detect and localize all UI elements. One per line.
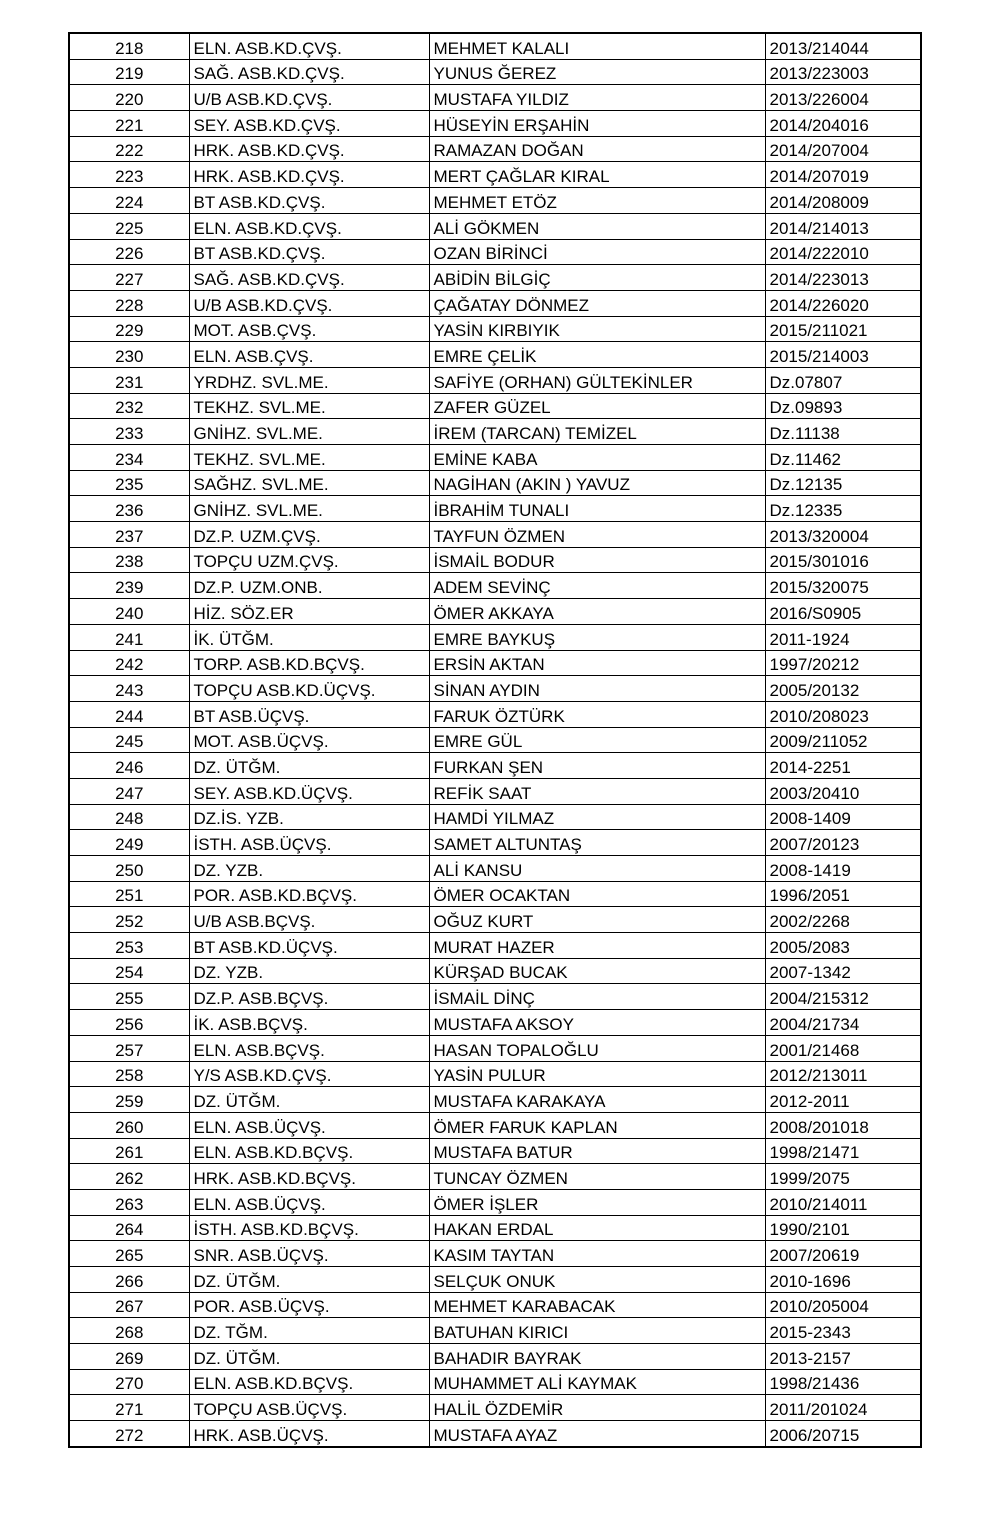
rank-cell: DZ. YZB. [189, 958, 429, 984]
row-number: 223 [69, 162, 189, 188]
table-row [69, 1395, 921, 1421]
registry-number-cell: 2008-1419 [765, 856, 921, 882]
table-row [69, 290, 921, 316]
row-number: 250 [69, 856, 189, 882]
row-number: 238 [69, 547, 189, 573]
table-row [69, 856, 921, 882]
row-number: 265 [69, 1241, 189, 1267]
rank-cell: DZ. ÜTĞM. [189, 1344, 429, 1370]
registry-number-cell: 2014/222010 [765, 239, 921, 265]
rank-cell: TOPÇU UZM.ÇVŞ. [189, 547, 429, 573]
registry-number-cell: 2004/21734 [765, 1010, 921, 1036]
row-number: 228 [69, 290, 189, 316]
rank-cell: BT ASB.KD.ÜÇVŞ. [189, 933, 429, 959]
row-number: 259 [69, 1087, 189, 1113]
row-number: 222 [69, 136, 189, 162]
table-row [69, 1292, 921, 1318]
rank-cell: TORP. ASB.KD.BÇVŞ. [189, 650, 429, 676]
table-row [69, 162, 921, 188]
rank-cell: ELN. ASB.ÇVŞ. [189, 342, 429, 368]
person-name-cell: YASİN PULUR [429, 1061, 765, 1087]
table-row [69, 111, 921, 137]
row-number: 266 [69, 1267, 189, 1293]
row-number: 260 [69, 1112, 189, 1138]
table-row [69, 1061, 921, 1087]
row-number: 269 [69, 1344, 189, 1370]
rank-cell: ELN. ASB.ÜÇVŞ. [189, 1112, 429, 1138]
person-name-cell: ALİ KANSU [429, 856, 765, 882]
row-number: 236 [69, 496, 189, 522]
registry-number-cell: 2014/208009 [765, 188, 921, 214]
registry-number-cell: 2005/20132 [765, 676, 921, 702]
table-row [69, 419, 921, 445]
person-name-cell: HAMDİ YILMAZ [429, 804, 765, 830]
row-number: 246 [69, 753, 189, 779]
table-row [69, 342, 921, 368]
registry-number-cell: 1998/21436 [765, 1369, 921, 1395]
row-number: 241 [69, 624, 189, 650]
row-number: 261 [69, 1138, 189, 1164]
row-number: 227 [69, 265, 189, 291]
rank-cell: SAĞ. ASB.KD.ÇVŞ. [189, 59, 429, 85]
rank-cell: TOPÇU ASB.KD.ÜÇVŞ. [189, 676, 429, 702]
person-name-cell: REFİK SAAT [429, 778, 765, 804]
registry-number-cell: 2007-1342 [765, 958, 921, 984]
rank-cell: SAĞHZ. SVL.ME. [189, 470, 429, 496]
rank-cell: DZ.P. UZM.ÇVŞ. [189, 522, 429, 548]
row-number: 249 [69, 830, 189, 856]
row-number: 237 [69, 522, 189, 548]
person-name-cell: MEHMET KARABACAK [429, 1292, 765, 1318]
registry-number-cell: 2015-2343 [765, 1318, 921, 1344]
row-number: 257 [69, 1035, 189, 1061]
registry-number-cell: 2015/320075 [765, 573, 921, 599]
table-row [69, 778, 921, 804]
person-name-cell: EMRE BAYKUŞ [429, 624, 765, 650]
table-row [69, 727, 921, 753]
person-name-cell: EMRE ÇELİK [429, 342, 765, 368]
rank-cell: İK. ÜTĞM. [189, 624, 429, 650]
table-row [69, 1241, 921, 1267]
table-row [69, 393, 921, 419]
rank-cell: U/B ASB.KD.ÇVŞ. [189, 290, 429, 316]
table-row [69, 470, 921, 496]
table-row [69, 830, 921, 856]
registry-number-cell: 2014/226020 [765, 290, 921, 316]
person-name-cell: MERT ÇAĞLAR KIRAL [429, 162, 765, 188]
person-name-cell: SAFİYE (ORHAN) GÜLTEKİNLER [429, 367, 765, 393]
person-name-cell: RAMAZAN DOĞAN [429, 136, 765, 162]
person-name-cell: MUSTAFA YILDIZ [429, 85, 765, 111]
registry-number-cell: 2011/201024 [765, 1395, 921, 1421]
table-row [69, 85, 921, 111]
table-row [69, 804, 921, 830]
registry-number-cell: 2014-2251 [765, 753, 921, 779]
registry-number-cell: 2010-1696 [765, 1267, 921, 1293]
rank-cell: POR. ASB.KD.BÇVŞ. [189, 881, 429, 907]
registry-number-cell: 2013/223003 [765, 59, 921, 85]
person-name-cell: HALİL ÖZDEMİR [429, 1395, 765, 1421]
table-row [69, 1189, 921, 1215]
person-name-cell: HÜSEYİN ERŞAHİN [429, 111, 765, 137]
person-name-cell: TUNCAY ÖZMEN [429, 1164, 765, 1190]
row-number: 226 [69, 239, 189, 265]
row-number: 230 [69, 342, 189, 368]
registry-number-cell: 2014/207004 [765, 136, 921, 162]
rank-cell: U/B ASB.KD.ÇVŞ. [189, 85, 429, 111]
table-row [69, 316, 921, 342]
rank-cell: SEY. ASB.KD.ÇVŞ. [189, 111, 429, 137]
registry-number-cell: Dz.11462 [765, 445, 921, 471]
rank-cell: MOT. ASB.ÇVŞ. [189, 316, 429, 342]
person-name-cell: ÖMER AKKAYA [429, 599, 765, 625]
row-number: 231 [69, 367, 189, 393]
row-number: 252 [69, 907, 189, 933]
registry-number-cell: 2014/207019 [765, 162, 921, 188]
registry-number-cell: 2011-1924 [765, 624, 921, 650]
registry-number-cell: 2014/223013 [765, 265, 921, 291]
registry-number-cell: Dz.11138 [765, 419, 921, 445]
rank-cell: SEY. ASB.KD.ÜÇVŞ. [189, 778, 429, 804]
registry-number-cell: 1997/20212 [765, 650, 921, 676]
rank-cell: ELN. ASB.KD.BÇVŞ. [189, 1138, 429, 1164]
person-name-cell: ALİ GÖKMEN [429, 213, 765, 239]
registry-number-cell: 2014/214013 [765, 213, 921, 239]
rank-cell: ELN. ASB.BÇVŞ. [189, 1035, 429, 1061]
rank-cell: YRDHZ. SVL.ME. [189, 367, 429, 393]
table-row [69, 136, 921, 162]
registry-number-cell: 2007/20619 [765, 1241, 921, 1267]
registry-number-cell: 2012/213011 [765, 1061, 921, 1087]
rank-cell: DZ. ÜTĞM. [189, 1267, 429, 1293]
table-row [69, 33, 921, 59]
row-number: 270 [69, 1369, 189, 1395]
rank-cell: SAĞ. ASB.KD.ÇVŞ. [189, 265, 429, 291]
table-row [69, 676, 921, 702]
person-name-cell: İSMAİL BODUR [429, 547, 765, 573]
table-row [69, 753, 921, 779]
rank-cell: TEKHZ. SVL.ME. [189, 445, 429, 471]
person-name-cell: YASİN KIRBIYIK [429, 316, 765, 342]
rank-cell: HRK. ASB.KD.ÇVŞ. [189, 162, 429, 188]
person-name-cell: SAMET ALTUNTAŞ [429, 830, 765, 856]
person-name-cell: BAHADIR BAYRAK [429, 1344, 765, 1370]
table-row [69, 1267, 921, 1293]
table-row [69, 239, 921, 265]
rank-cell: SNR. ASB.ÜÇVŞ. [189, 1241, 429, 1267]
row-number: 267 [69, 1292, 189, 1318]
table-row [69, 59, 921, 85]
rank-cell: DZ. ÜTĞM. [189, 753, 429, 779]
person-name-cell: ADEM SEVİNÇ [429, 573, 765, 599]
person-name-cell: İREM (TARCAN) TEMİZEL [429, 419, 765, 445]
registry-number-cell: 2010/214011 [765, 1189, 921, 1215]
rank-cell: ELN. ASB.KD.BÇVŞ. [189, 1369, 429, 1395]
table-row [69, 958, 921, 984]
table-row [69, 1421, 921, 1447]
rank-cell: BT ASB.ÜÇVŞ. [189, 701, 429, 727]
table-row [69, 573, 921, 599]
person-name-cell: OZAN BİRİNCİ [429, 239, 765, 265]
rank-cell: DZ.P. ASB.BÇVŞ. [189, 984, 429, 1010]
table-row [69, 599, 921, 625]
rank-cell: DZ. YZB. [189, 856, 429, 882]
row-number: 239 [69, 573, 189, 599]
row-number: 245 [69, 727, 189, 753]
person-name-cell: TAYFUN ÖZMEN [429, 522, 765, 548]
person-name-cell: MUSTAFA BATUR [429, 1138, 765, 1164]
person-name-cell: HAKAN ERDAL [429, 1215, 765, 1241]
rank-cell: DZ.İS. YZB. [189, 804, 429, 830]
row-number: 247 [69, 778, 189, 804]
personnel-table-body [69, 33, 921, 1447]
person-name-cell: SELÇUK ONUK [429, 1267, 765, 1293]
row-number: 242 [69, 650, 189, 676]
row-number: 232 [69, 393, 189, 419]
registry-number-cell: 2016/S0905 [765, 599, 921, 625]
roster-page [68, 32, 920, 1448]
row-number: 262 [69, 1164, 189, 1190]
row-number: 251 [69, 881, 189, 907]
person-name-cell: MEHMET KALALI [429, 33, 765, 59]
table-row [69, 701, 921, 727]
rank-cell: DZ. ÜTĞM. [189, 1087, 429, 1113]
table-row [69, 367, 921, 393]
rank-cell: TOPÇU ASB.ÜÇVŞ. [189, 1395, 429, 1421]
rank-cell: GNİHZ. SVL.ME. [189, 496, 429, 522]
person-name-cell: OĞUZ KURT [429, 907, 765, 933]
person-name-cell: EMİNE KABA [429, 445, 765, 471]
registry-number-cell: 2013/320004 [765, 522, 921, 548]
row-number: 254 [69, 958, 189, 984]
rank-cell: HRK. ASB.ÜÇVŞ. [189, 1421, 429, 1447]
personnel-table [68, 32, 922, 1448]
rank-cell: U/B ASB.BÇVŞ. [189, 907, 429, 933]
rank-cell: BT ASB.KD.ÇVŞ. [189, 188, 429, 214]
person-name-cell: HASAN TOPALOĞLU [429, 1035, 765, 1061]
person-name-cell: ÇAĞATAY DÖNMEZ [429, 290, 765, 316]
row-number: 220 [69, 85, 189, 111]
table-row [69, 1138, 921, 1164]
person-name-cell: YUNUS ĞEREZ [429, 59, 765, 85]
registry-number-cell: 2008-1409 [765, 804, 921, 830]
rank-cell: GNİHZ. SVL.ME. [189, 419, 429, 445]
rank-cell: ELN. ASB.KD.ÇVŞ. [189, 213, 429, 239]
registry-number-cell: 2013/214044 [765, 33, 921, 59]
person-name-cell: EMRE GÜL [429, 727, 765, 753]
person-name-cell: MUSTAFA AYAZ [429, 1421, 765, 1447]
row-number: 229 [69, 316, 189, 342]
registry-number-cell: 2003/20410 [765, 778, 921, 804]
person-name-cell: İSMAİL DİNÇ [429, 984, 765, 1010]
registry-number-cell: 2007/20123 [765, 830, 921, 856]
person-name-cell: ERSİN AKTAN [429, 650, 765, 676]
rank-cell: TEKHZ. SVL.ME. [189, 393, 429, 419]
registry-number-cell: 2005/2083 [765, 933, 921, 959]
person-name-cell: MUSTAFA AKSOY [429, 1010, 765, 1036]
person-name-cell: MUHAMMET ALİ KAYMAK [429, 1369, 765, 1395]
person-name-cell: İBRAHİM TUNALI [429, 496, 765, 522]
person-name-cell: MUSTAFA KARAKAYA [429, 1087, 765, 1113]
registry-number-cell: 1998/21471 [765, 1138, 921, 1164]
row-number: 243 [69, 676, 189, 702]
row-number: 256 [69, 1010, 189, 1036]
table-row [69, 1318, 921, 1344]
registry-number-cell: 2015/211021 [765, 316, 921, 342]
registry-number-cell: 1996/2051 [765, 881, 921, 907]
table-row [69, 188, 921, 214]
registry-number-cell: 2006/20715 [765, 1421, 921, 1447]
row-number: 271 [69, 1395, 189, 1421]
table-row [69, 624, 921, 650]
table-row [69, 1010, 921, 1036]
rank-cell: POR. ASB.ÜÇVŞ. [189, 1292, 429, 1318]
rank-cell: İSTH. ASB.ÜÇVŞ. [189, 830, 429, 856]
rank-cell: İK. ASB.BÇVŞ. [189, 1010, 429, 1036]
registry-number-cell: 2013/226004 [765, 85, 921, 111]
table-row [69, 1035, 921, 1061]
registry-number-cell: 2015/214003 [765, 342, 921, 368]
person-name-cell: KÜRŞAD BUCAK [429, 958, 765, 984]
person-name-cell: FARUK ÖZTÜRK [429, 701, 765, 727]
row-number: 258 [69, 1061, 189, 1087]
table-row [69, 1215, 921, 1241]
person-name-cell: BATUHAN KIRICI [429, 1318, 765, 1344]
table-row [69, 1112, 921, 1138]
row-number: 263 [69, 1189, 189, 1215]
registry-number-cell: 2010/208023 [765, 701, 921, 727]
row-number: 255 [69, 984, 189, 1010]
registry-number-cell: 2009/211052 [765, 727, 921, 753]
registry-number-cell: 2002/2268 [765, 907, 921, 933]
row-number: 221 [69, 111, 189, 137]
table-row [69, 1087, 921, 1113]
person-name-cell: ÖMER FARUK KAPLAN [429, 1112, 765, 1138]
person-name-cell: NAGİHAN (AKIN ) YAVUZ [429, 470, 765, 496]
row-number: 240 [69, 599, 189, 625]
registry-number-cell: 2001/21468 [765, 1035, 921, 1061]
rank-cell: HİZ. SÖZ.ER [189, 599, 429, 625]
table-row [69, 984, 921, 1010]
person-name-cell: MEHMET ETÖZ [429, 188, 765, 214]
person-name-cell: FURKAN ŞEN [429, 753, 765, 779]
registry-number-cell: 2008/201018 [765, 1112, 921, 1138]
registry-number-cell: 1999/2075 [765, 1164, 921, 1190]
row-number: 233 [69, 419, 189, 445]
table-row [69, 1164, 921, 1190]
registry-number-cell: 2013-2157 [765, 1344, 921, 1370]
row-number: 253 [69, 933, 189, 959]
registry-number-cell: 2010/205004 [765, 1292, 921, 1318]
rank-cell: MOT. ASB.ÜÇVŞ. [189, 727, 429, 753]
registry-number-cell: Dz.12335 [765, 496, 921, 522]
rank-cell: İSTH. ASB.KD.BÇVŞ. [189, 1215, 429, 1241]
rank-cell: DZ.P. UZM.ONB. [189, 573, 429, 599]
rank-cell: Y/S ASB.KD.ÇVŞ. [189, 1061, 429, 1087]
row-number: 224 [69, 188, 189, 214]
row-number: 218 [69, 33, 189, 59]
rank-cell: HRK. ASB.KD.BÇVŞ. [189, 1164, 429, 1190]
table-row [69, 496, 921, 522]
table-row [69, 445, 921, 471]
row-number: 272 [69, 1421, 189, 1447]
rank-cell: ELN. ASB.KD.ÇVŞ. [189, 33, 429, 59]
row-number: 219 [69, 59, 189, 85]
registry-number-cell: Dz.09893 [765, 393, 921, 419]
table-row [69, 907, 921, 933]
table-row [69, 1369, 921, 1395]
rank-cell: DZ. TĞM. [189, 1318, 429, 1344]
table-row [69, 933, 921, 959]
registry-number-cell: 1990/2101 [765, 1215, 921, 1241]
row-number: 264 [69, 1215, 189, 1241]
row-number: 248 [69, 804, 189, 830]
registry-number-cell: 2014/204016 [765, 111, 921, 137]
rank-cell: ELN. ASB.ÜÇVŞ. [189, 1189, 429, 1215]
registry-number-cell: 2004/215312 [765, 984, 921, 1010]
row-number: 244 [69, 701, 189, 727]
person-name-cell: MURAT HAZER [429, 933, 765, 959]
table-row [69, 522, 921, 548]
table-row [69, 881, 921, 907]
rank-cell: BT ASB.KD.ÇVŞ. [189, 239, 429, 265]
person-name-cell: KASIM TAYTAN [429, 1241, 765, 1267]
registry-number-cell: 2012-2011 [765, 1087, 921, 1113]
rank-cell: HRK. ASB.KD.ÇVŞ. [189, 136, 429, 162]
row-number: 235 [69, 470, 189, 496]
table-row [69, 650, 921, 676]
person-name-cell: ÖMER İŞLER [429, 1189, 765, 1215]
person-name-cell: SİNAN AYDIN [429, 676, 765, 702]
person-name-cell: ABİDİN BİLGİÇ [429, 265, 765, 291]
row-number: 234 [69, 445, 189, 471]
row-number: 225 [69, 213, 189, 239]
registry-number-cell: Dz.12135 [765, 470, 921, 496]
table-row [69, 547, 921, 573]
table-row [69, 1344, 921, 1370]
person-name-cell: ÖMER OCAKTAN [429, 881, 765, 907]
registry-number-cell: Dz.07807 [765, 367, 921, 393]
table-row [69, 213, 921, 239]
row-number: 268 [69, 1318, 189, 1344]
registry-number-cell: 2015/301016 [765, 547, 921, 573]
table-row [69, 265, 921, 291]
person-name-cell: ZAFER GÜZEL [429, 393, 765, 419]
